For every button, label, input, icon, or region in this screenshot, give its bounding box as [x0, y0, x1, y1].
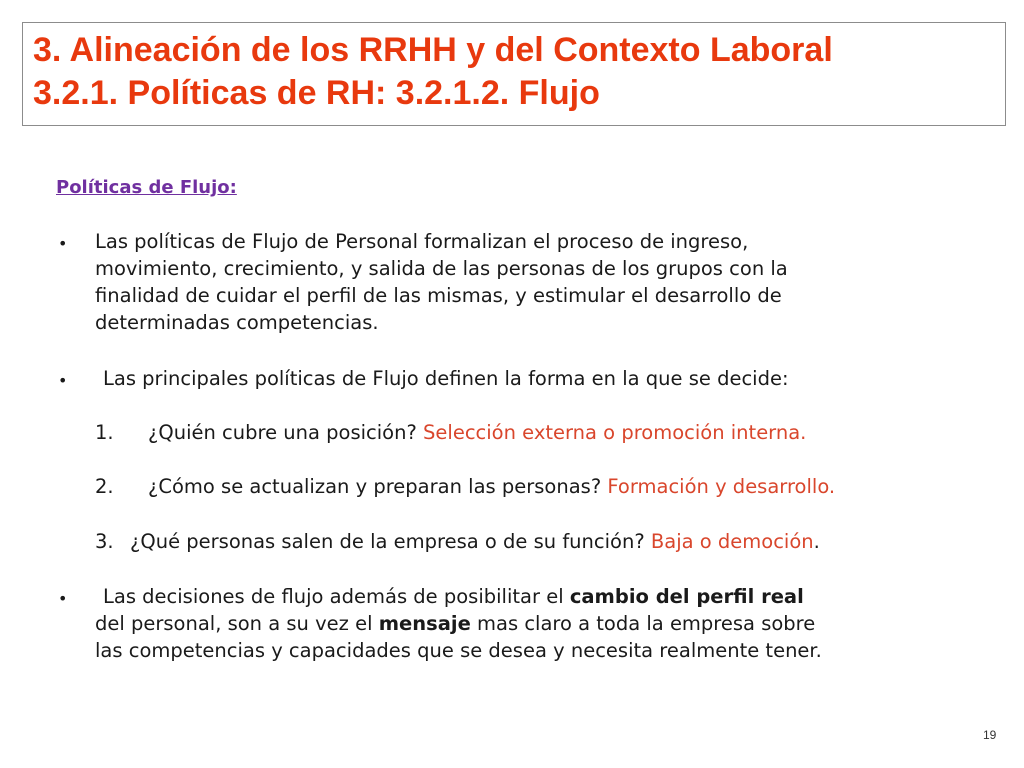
title-line-2: 3.2.1. Políticas de RH: 3.2.1.2. Flujo	[33, 74, 600, 112]
bullet-3-part-2: del personal, son a su vez el	[95, 612, 373, 635]
bullet-1-line-4: determinadas competencias.	[95, 311, 379, 334]
title-box	[22, 22, 1006, 126]
bullet-3-bold-2: mensaje	[378, 612, 471, 635]
bullet-1-marker: •	[58, 234, 68, 253]
numbered-item-2	[95, 473, 835, 500]
bullet-2-text: Las principales políticas de Flujo definen la forma en la que se decide:	[103, 367, 789, 390]
title-line-1: 3. Alineación de los RRHH y del Contexto Laboral	[33, 31, 833, 69]
bullet-1-line-3: finalidad de cuidar el perfil de las mismas, y estimular el desarrollo de	[95, 284, 782, 307]
numbered-item-2-question: ¿Cómo se actualizan y preparan las personas?	[148, 475, 602, 498]
bullet-3-part-1: Las decisiones de flujo además de posibilitar el	[103, 585, 564, 608]
bullet-3-line-1	[95, 583, 822, 610]
section-subtitle: Políticas de Flujo:	[56, 177, 237, 198]
bullet-1-line-2: movimiento, crecimiento, y salida de las personas de los grupos con la	[95, 257, 788, 280]
numbered-item-3	[95, 528, 820, 555]
numbered-item-1-number: 1.	[95, 421, 114, 444]
numbered-item-1-question: ¿Quién cubre una posición?	[148, 421, 417, 444]
bullet-2-marker: •	[58, 371, 68, 390]
numbered-item-3-number: 3.	[95, 530, 114, 553]
numbered-item-3-period: .	[813, 530, 820, 553]
numbered-item-2-answer: Formación y desarrollo.	[607, 475, 836, 498]
numbered-item-3-answer: Baja o democión	[650, 530, 814, 553]
bullet-1-text	[95, 228, 788, 336]
bullet-3-line-2	[95, 610, 822, 637]
numbered-item-1	[95, 419, 806, 446]
bullet-3-bold-1: cambio del perfil real	[569, 585, 804, 608]
numbered-item-1-answer: Selección externa o promoción interna.	[423, 421, 807, 444]
bullet-1-line-1: Las políticas de Flujo de Personal formalizan el proceso de ingreso,	[95, 230, 749, 253]
bullet-3-part-3: mas claro a toda la empresa sobre	[477, 612, 816, 635]
page-number: 19	[983, 728, 997, 742]
numbered-item-3-question: ¿Qué personas salen de la empresa o de su función?	[130, 530, 645, 553]
bullet-3-text	[95, 583, 822, 664]
bullet-3-marker: •	[58, 589, 68, 608]
bullet-3-line-3: las competencias y capacidades que se desea y necesita realmente tener.	[95, 639, 822, 662]
numbered-item-2-number: 2.	[95, 475, 114, 498]
